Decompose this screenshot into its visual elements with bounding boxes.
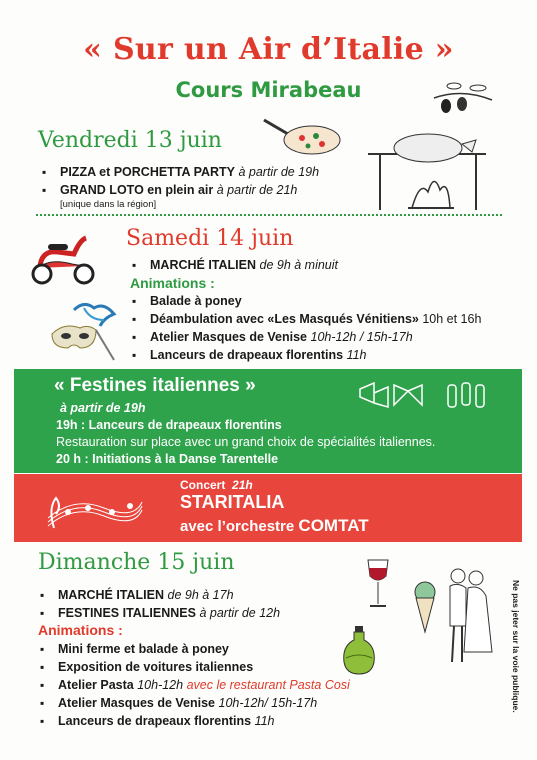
music-notes-icon xyxy=(44,488,144,530)
item-title: Mini ferme et balade à poney xyxy=(58,642,229,656)
friday-note: [unique dans la région] xyxy=(60,199,157,210)
item-title: Lanceurs de drapeaux florentins xyxy=(58,714,252,728)
concert-band xyxy=(14,474,522,542)
wine-glass-icon xyxy=(366,558,390,610)
sunday-animations-label: Animations : xyxy=(38,622,123,638)
friday-heading: Vendredi 13 juin xyxy=(38,128,222,153)
item-detail: 10h-12h xyxy=(133,678,187,692)
side-note: Ne pas jeter sur la voie publique. xyxy=(511,580,521,713)
ice-cream-icon xyxy=(412,580,438,634)
saturday-animations-label: Animations : xyxy=(130,275,215,291)
list-item xyxy=(132,310,481,328)
list-item xyxy=(132,256,338,274)
concert-orchestra xyxy=(180,516,369,536)
saturday-heading: Samedi 14 juin xyxy=(126,226,294,251)
item-detail: à partir de 19h xyxy=(235,165,320,179)
festines-line-1: 19h : Lanceurs de drapeaux florentins xyxy=(56,418,282,432)
list-item xyxy=(132,346,481,364)
festines-title: « Festines italiennes » xyxy=(54,375,256,396)
scooter-icon xyxy=(28,224,98,286)
item-detail: de 9h à 17h xyxy=(164,588,234,602)
page-title: « Sur un Air d’Italie » xyxy=(83,32,454,67)
oil-bottle-icon xyxy=(340,624,378,676)
page-subtitle: Cours Mirabeau xyxy=(175,78,362,102)
festines-line-3: 20 h : Initiations à la Danse Tarentelle xyxy=(56,452,279,466)
item-detail: 10h-12h / 15h-17h xyxy=(307,330,413,344)
item-title: Balade à poney xyxy=(150,294,242,308)
venetian-mask-icon xyxy=(44,300,122,366)
orchestra-name: COMTAT xyxy=(298,516,369,535)
festines-line-2: Restauration sur place avec un grand choix de spécialités italiennes. xyxy=(56,435,436,449)
olive-branch-icon xyxy=(432,78,494,118)
list-item xyxy=(40,658,350,676)
sunday-list xyxy=(40,640,350,730)
saturday-market xyxy=(132,256,338,274)
list-item xyxy=(132,328,481,346)
item-detail: 11h xyxy=(251,714,275,728)
list-item xyxy=(40,586,280,604)
item-detail: 10h et 16h xyxy=(418,312,482,326)
list-item xyxy=(40,640,350,658)
festines-time: à partir de 19h xyxy=(60,401,146,415)
item-title: MARCHÉ ITALIEN xyxy=(150,258,257,272)
divider xyxy=(36,214,502,216)
list-item xyxy=(132,292,481,310)
sunday-list-top xyxy=(40,586,280,622)
concert-time: 21h xyxy=(232,478,253,492)
item-detail: 11h xyxy=(343,348,367,362)
saturday-list xyxy=(132,292,481,364)
roast-pig-icon xyxy=(368,120,486,212)
item-title: MARCHÉ ITALIEN xyxy=(58,588,165,602)
item-title: Atelier Masques de Venise xyxy=(150,330,308,344)
concert-name: STARITALIA xyxy=(180,492,285,512)
item-detail: à partir de 12h xyxy=(195,606,281,620)
list-item xyxy=(42,181,319,199)
festines-band xyxy=(14,369,522,473)
item-title: Exposition de voitures italiennes xyxy=(58,660,254,674)
item-title: Lanceurs de drapeaux florentins xyxy=(150,348,344,362)
item-extra: avec le restaurant Pasta Cosi xyxy=(186,678,350,692)
item-title: FESTINES ITALIENNES xyxy=(58,606,196,620)
item-detail: 10h-12h/ 15h-17h xyxy=(215,696,318,710)
item-title: Atelier Pasta xyxy=(58,678,134,692)
item-title: Déambulation avec «Les Masqués Vénitiens» xyxy=(150,312,419,326)
item-title: GRAND LOTO en plein air xyxy=(60,183,214,197)
item-detail: à partir de 21h xyxy=(213,183,298,197)
list-item xyxy=(42,163,319,181)
pasta-icon xyxy=(356,379,496,413)
orchestra-prefix: avec l’orchestre xyxy=(180,518,295,535)
friday-list xyxy=(42,163,319,199)
item-detail: de 9h à minuit xyxy=(256,258,339,272)
sunday-heading: Dimanche 15 juin xyxy=(38,550,235,575)
couple-icon xyxy=(436,566,500,666)
concert-label-text: Concert xyxy=(180,478,226,492)
list-item xyxy=(40,676,350,694)
pizza-icon xyxy=(262,116,342,158)
item-title: Atelier Masques de Venise xyxy=(58,696,216,710)
item-title: PIZZA et PORCHETTA PARTY xyxy=(60,165,235,179)
list-item xyxy=(40,694,350,712)
list-item xyxy=(40,604,280,622)
list-item xyxy=(40,712,350,730)
concert-label xyxy=(180,478,253,492)
